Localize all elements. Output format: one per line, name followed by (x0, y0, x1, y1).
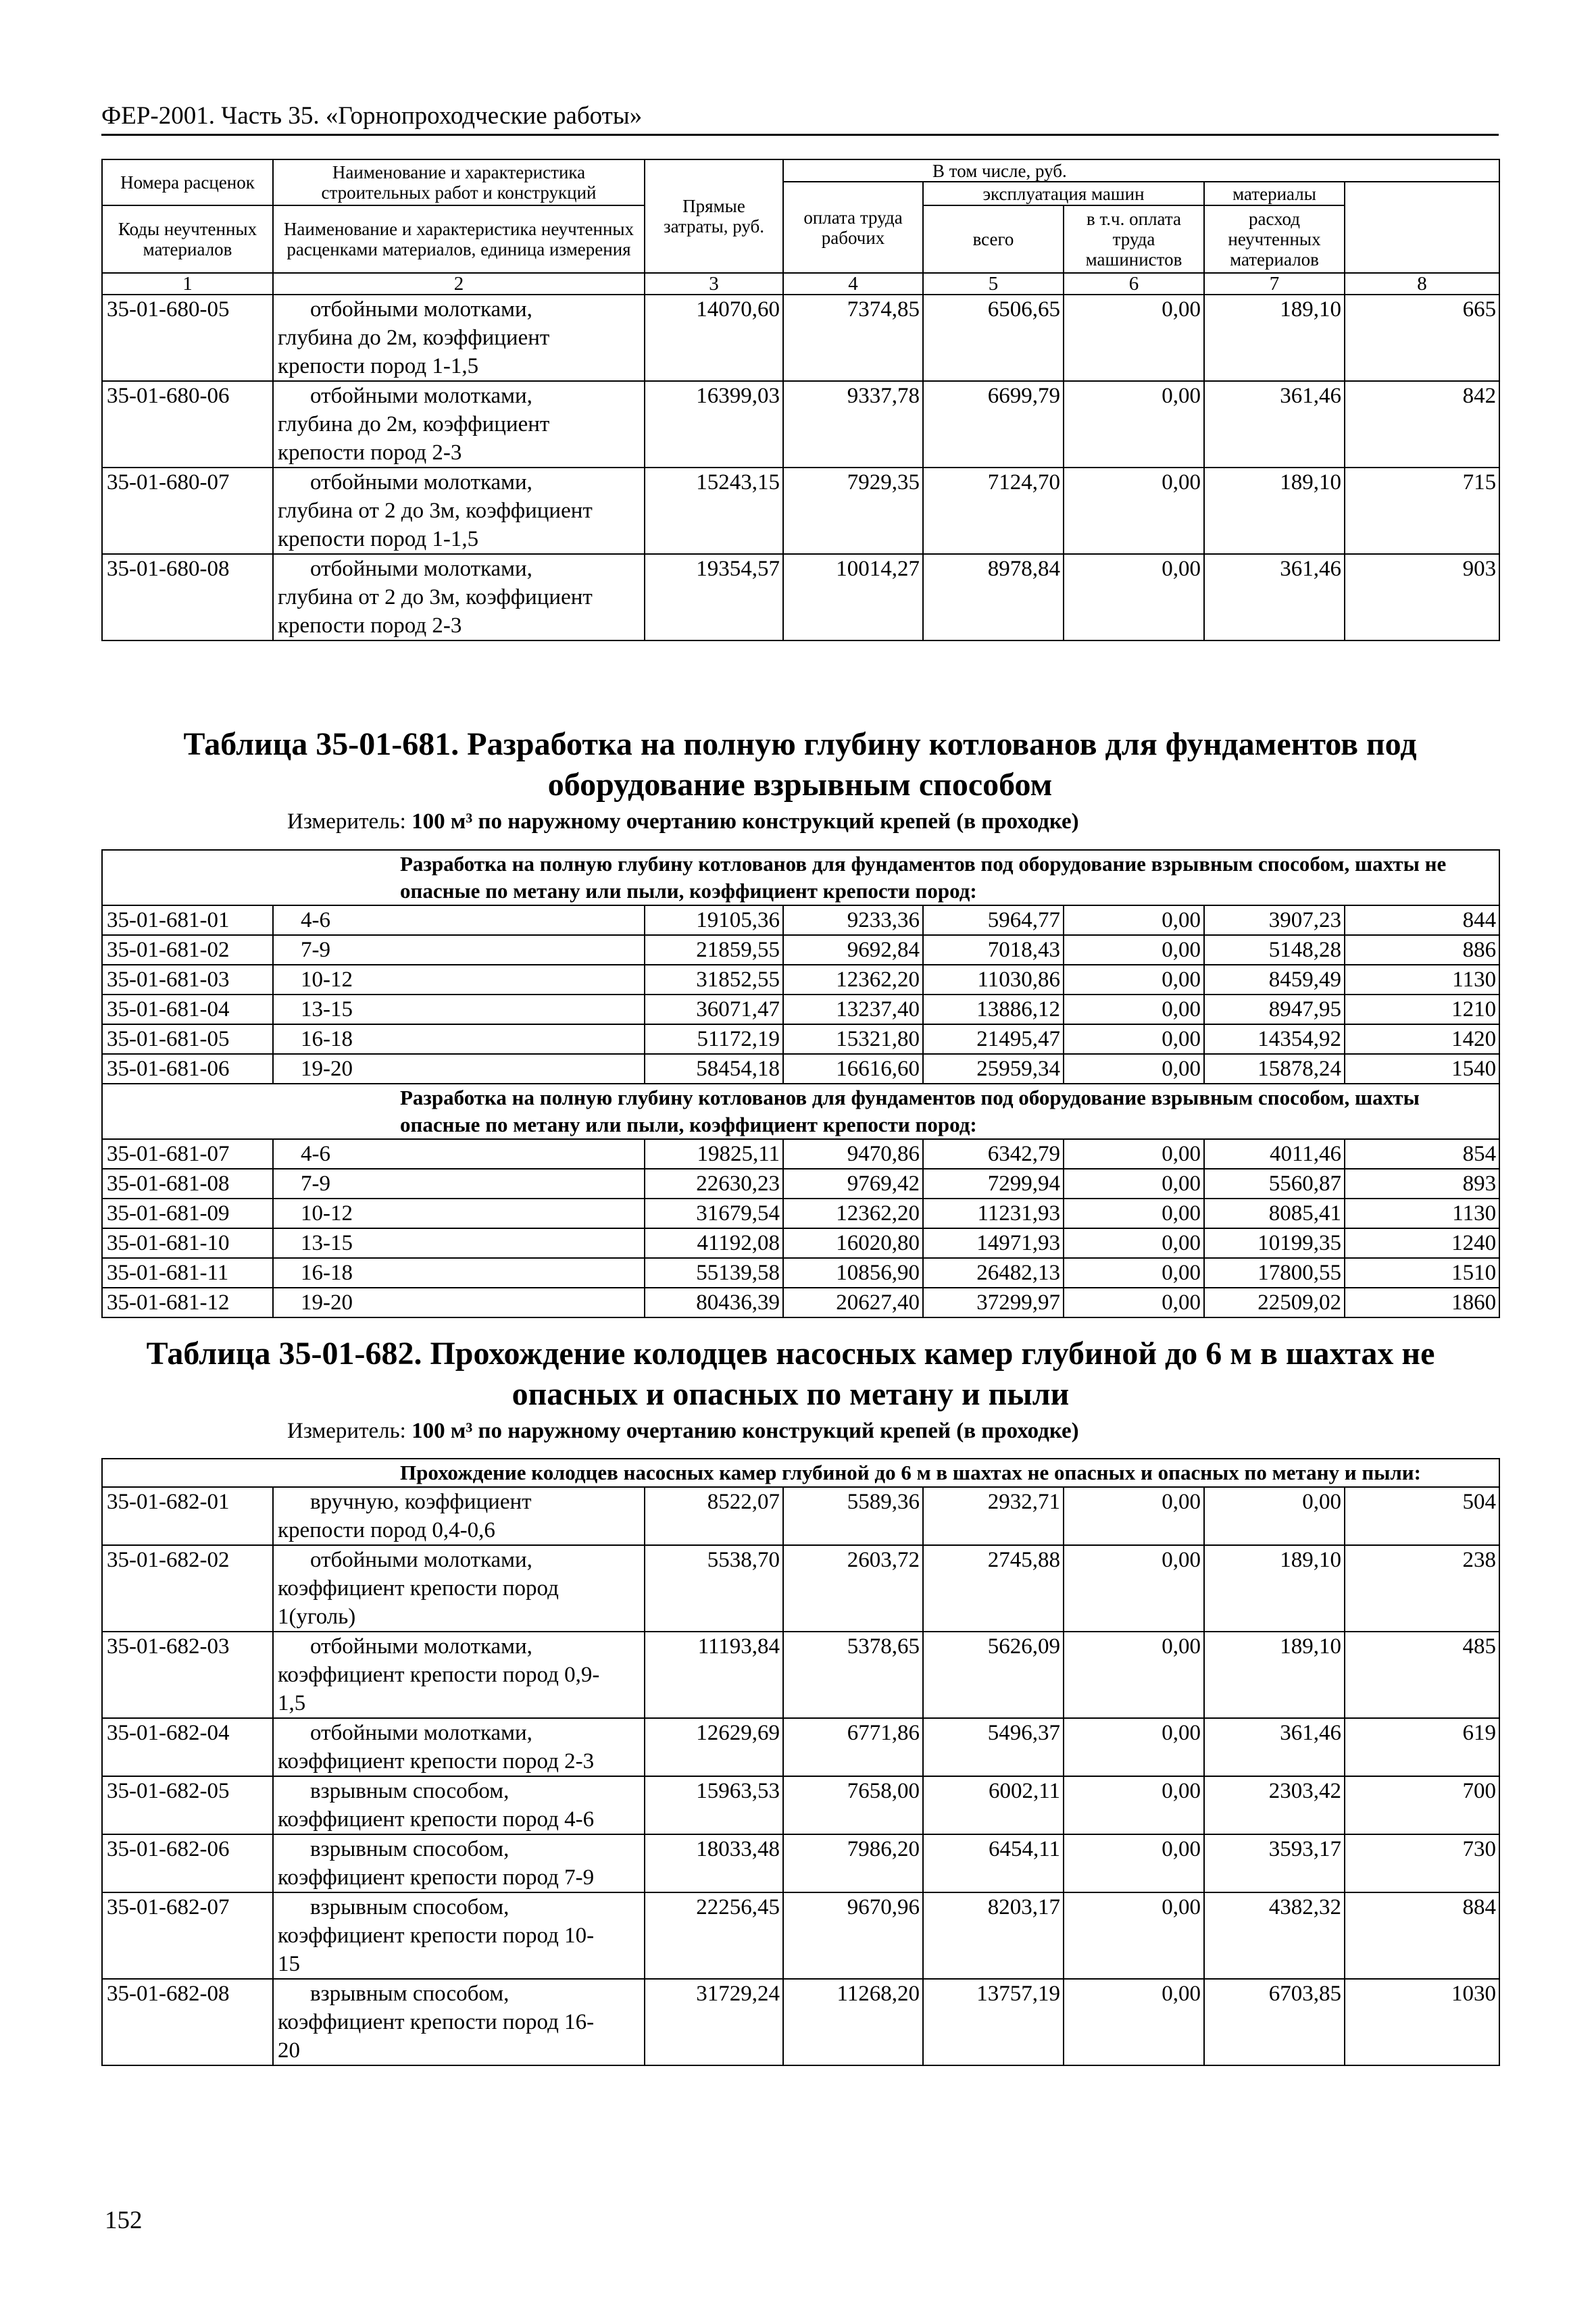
table-row (102, 1545, 1499, 1632)
table-682-title-line1: Таблица 35-01-682. Прохождение колодцев насосных камер глубиной до 6 м в шахтах не (146, 1336, 1435, 1372)
value-cell-5: 11231,93 (923, 1199, 1064, 1228)
value-cell-6: 0,00 (1064, 295, 1204, 381)
description-line: 20 (278, 2038, 300, 2063)
description-line: взрывным способом, (310, 1895, 509, 1919)
value-cell-5: 2745,88 (923, 1545, 1064, 1632)
value-cell-5: 25959,34 (923, 1054, 1064, 1084)
table-680-body (102, 295, 1499, 640)
value-cell-8: 730 (1345, 1834, 1499, 1892)
description-cell: 16-18 (273, 1258, 645, 1288)
description-line: взрывным способом, (310, 1982, 509, 2006)
rate-code: 35-01-682-01 (102, 1487, 273, 1545)
value-cell-5: 8978,84 (923, 554, 1064, 640)
value-cell-8: 238 (1345, 1545, 1499, 1632)
value-cell-7: 4382,32 (1204, 1892, 1345, 1979)
value-cell-4: 7658,00 (783, 1776, 923, 1834)
value-cell-6: 0,00 (1064, 1054, 1204, 1084)
description-line: взрывным способом, (310, 1779, 509, 1803)
value-cell-5: 13886,12 (923, 995, 1064, 1024)
description-cell: 19-20 (273, 1054, 645, 1084)
value-cell-5: 2932,71 (923, 1487, 1064, 1545)
table-row (102, 1979, 1499, 2065)
value-cell-7: 189,10 (1204, 295, 1345, 381)
description-line: коэффициент крепости пород (278, 1576, 559, 1601)
value-cell-6: 0,00 (1064, 1545, 1204, 1632)
description-cell (273, 468, 645, 554)
value-cell-7: 6703,85 (1204, 1979, 1345, 2065)
col-codes-header: Номера расценок (102, 159, 273, 205)
description-cell: 10-12 (273, 1199, 645, 1228)
value-cell-5: 5496,37 (923, 1718, 1064, 1776)
value-cell-6: 0,00 (1064, 1139, 1204, 1169)
value-cell-6: 0,00 (1064, 1979, 1204, 2065)
column-index-row (102, 273, 1499, 295)
description-line: коэффициент крепости пород 0,9- (278, 1663, 600, 1687)
col-direct-header: Прямые затраты, руб. (645, 159, 783, 273)
description-line: отбойными молотками, (310, 297, 532, 322)
value-cell-3: 16399,03 (645, 381, 783, 468)
rate-code: 35-01-682-08 (102, 1979, 273, 2065)
table-681-meter (287, 809, 1079, 834)
value-cell-3: 41192,08 (645, 1228, 783, 1258)
description-cell (273, 1979, 645, 2065)
rate-code: 35-01-681-03 (102, 965, 273, 995)
col-machinists-header: в т.ч. оплата труда машинистов (1064, 205, 1204, 273)
rate-code: 35-01-682-06 (102, 1834, 273, 1892)
description-line: 15 (278, 1952, 300, 1976)
value-cell-3: 19825,11 (645, 1139, 783, 1169)
value-cell-3: 31729,24 (645, 1979, 783, 2065)
value-cell-4: 11268,20 (783, 1979, 923, 2065)
value-cell-4: 16616,60 (783, 1054, 923, 1084)
column-index-2: 2 (273, 273, 645, 295)
description-cell (273, 1718, 645, 1776)
rate-code: 35-01-680-07 (102, 468, 273, 554)
value-cell-5: 37299,97 (923, 1288, 1064, 1317)
description-line: глубина от 2 до 3м, коэффициент (278, 499, 593, 523)
value-cell-8: 1510 (1345, 1258, 1499, 1288)
table-row (102, 1632, 1499, 1718)
value-cell-3: 15963,53 (645, 1776, 783, 1834)
table-row (102, 468, 1499, 554)
table-681 (101, 849, 1500, 1318)
table-row (102, 1834, 1499, 1892)
table-681-title (101, 724, 1499, 805)
value-cell-7: 5148,28 (1204, 935, 1345, 965)
value-cell-8: 619 (1345, 1718, 1499, 1776)
description-cell (273, 1834, 645, 1892)
value-cell-3: 36071,47 (645, 995, 783, 1024)
description-line: коэффициент крепости пород 16- (278, 2010, 595, 2034)
description-line: коэффициент крепости пород 2-3 (278, 1749, 595, 1774)
table-682 (101, 1458, 1500, 2066)
rate-code: 35-01-682-03 (102, 1632, 273, 1718)
value-cell-3: 8522,07 (645, 1487, 783, 1545)
value-cell-5: 6342,79 (923, 1139, 1064, 1169)
value-cell-6: 0,00 (1064, 1487, 1204, 1545)
description-cell (273, 381, 645, 468)
table-row (102, 1228, 1499, 1258)
col-codes-unacc-header: Коды неучтенных материалов (102, 205, 273, 273)
description-line: отбойными молотками, (310, 557, 532, 581)
value-cell-6: 0,00 (1064, 1892, 1204, 1979)
value-cell-3: 58454,18 (645, 1054, 783, 1084)
materials-spacer (1345, 182, 1499, 273)
value-cell-8: 1240 (1345, 1228, 1499, 1258)
rate-code: 35-01-682-04 (102, 1718, 273, 1776)
value-cell-4: 15321,80 (783, 1024, 923, 1054)
column-index-row-tr (102, 273, 1499, 295)
meter-value: 100 м³ по наружному очертанию конструкций крепей (в проходке) (412, 809, 1079, 834)
table-row (102, 935, 1499, 965)
value-cell-7: 189,10 (1204, 1632, 1345, 1718)
col-name-unacc-header: Наименование и характеристика неучтенных расценками материалов, единица измерения (273, 205, 645, 273)
group-row (102, 1084, 1499, 1139)
rate-code: 35-01-681-12 (102, 1288, 273, 1317)
table-680 (101, 159, 1500, 641)
table-681-title-line2: оборудование взрывным способом (547, 767, 1053, 803)
value-cell-6: 0,00 (1064, 1169, 1204, 1199)
value-cell-7: 17800,55 (1204, 1258, 1345, 1288)
description-line: крепости пород 2-3 (278, 441, 462, 465)
value-cell-4: 20627,40 (783, 1288, 923, 1317)
value-cell-6: 0,00 (1064, 1199, 1204, 1228)
value-cell-5: 11030,86 (923, 965, 1064, 995)
value-cell-3: 31852,55 (645, 965, 783, 995)
value-cell-5: 6002,11 (923, 1776, 1064, 1834)
value-cell-4: 9233,36 (783, 905, 923, 935)
rate-code: 35-01-680-05 (102, 295, 273, 381)
value-cell-7: 8947,95 (1204, 995, 1345, 1024)
value-cell-3: 51172,19 (645, 1024, 783, 1054)
value-cell-6: 0,00 (1064, 905, 1204, 935)
description-line: вручную, коэффициент (310, 1490, 532, 1514)
description-line: отбойными молотками, (310, 1721, 532, 1745)
table-row (102, 1288, 1499, 1317)
table-row (102, 995, 1499, 1024)
value-cell-8: 700 (1345, 1776, 1499, 1834)
value-cell-6: 0,00 (1064, 1024, 1204, 1054)
value-cell-8: 485 (1345, 1632, 1499, 1718)
value-cell-3: 80436,39 (645, 1288, 783, 1317)
value-cell-8: 1540 (1345, 1054, 1499, 1084)
group-heading: Разработка на полную глубину котлованов для фундаментов под оборудование взрывным способом, шахты не опасные по метану или пыли, коэффициент крепости пород: (102, 850, 1499, 905)
value-cell-7: 189,10 (1204, 468, 1345, 554)
machines-header: эксплуатация машин (923, 182, 1204, 205)
meter-label: Измеритель: (287, 1419, 412, 1443)
table-row (102, 905, 1499, 935)
value-cell-8: 1030 (1345, 1979, 1499, 2065)
description-cell (273, 1487, 645, 1545)
col-unaccounted-header: расход неучтенных материалов (1204, 205, 1345, 273)
value-cell-5: 6454,11 (923, 1834, 1064, 1892)
incl-header: В том числе, руб. (783, 159, 1499, 182)
value-cell-7: 361,46 (1204, 381, 1345, 468)
header-rule (101, 134, 1499, 136)
value-cell-8: 665 (1345, 295, 1499, 381)
table-row (102, 295, 1499, 381)
value-cell-7: 22509,02 (1204, 1288, 1345, 1317)
value-cell-5: 7124,70 (923, 468, 1064, 554)
description-cell: 7-9 (273, 935, 645, 965)
description-line: коэффициент крепости пород 4-6 (278, 1807, 595, 1832)
value-cell-6: 0,00 (1064, 1228, 1204, 1258)
value-cell-7: 361,46 (1204, 1718, 1345, 1776)
column-index-6: 6 (1064, 273, 1204, 295)
rate-code: 35-01-681-04 (102, 995, 273, 1024)
description-line: крепости пород 1-1,5 (278, 527, 479, 551)
table-row (102, 965, 1499, 995)
value-cell-3: 19105,36 (645, 905, 783, 935)
description-cell (273, 1892, 645, 1979)
value-cell-3: 19354,57 (645, 554, 783, 640)
description-line: отбойными молотками, (310, 384, 532, 408)
value-cell-3: 14070,60 (645, 295, 783, 381)
group-heading: Прохождение колодцев насосных камер глубиной до 6 м в шахтах не опасных и опасных по метану и пыли: (102, 1459, 1499, 1487)
value-cell-8: 1130 (1345, 1199, 1499, 1228)
value-cell-4: 16020,80 (783, 1228, 923, 1258)
rate-code: 35-01-681-10 (102, 1228, 273, 1258)
value-cell-7: 14354,92 (1204, 1024, 1345, 1054)
group-heading: Разработка на полную глубину котлованов для фундаментов под оборудование взрывным способом, шахты опасные по метану или пыли, коэффициент крепости пород: (102, 1084, 1499, 1139)
value-cell-7: 4011,46 (1204, 1139, 1345, 1169)
rate-code: 35-01-680-08 (102, 554, 273, 640)
value-cell-7: 361,46 (1204, 554, 1345, 640)
value-cell-5: 6699,79 (923, 381, 1064, 468)
description-cell: 7-9 (273, 1169, 645, 1199)
value-cell-8: 884 (1345, 1892, 1499, 1979)
rate-code: 35-01-681-05 (102, 1024, 273, 1054)
value-cell-8: 903 (1345, 554, 1499, 640)
description-cell (273, 1632, 645, 1718)
value-cell-8: 854 (1345, 1139, 1499, 1169)
rate-code: 35-01-681-07 (102, 1139, 273, 1169)
table-row (102, 1487, 1499, 1545)
description-line: глубина до 2м, коэффициент (278, 412, 550, 436)
rate-code: 35-01-680-06 (102, 381, 273, 468)
value-cell-6: 0,00 (1064, 1776, 1204, 1834)
value-cell-5: 5626,09 (923, 1632, 1064, 1718)
value-cell-7: 3593,17 (1204, 1834, 1345, 1892)
rate-code: 35-01-681-02 (102, 935, 273, 965)
value-cell-6: 0,00 (1064, 1718, 1204, 1776)
value-cell-5: 5964,77 (923, 905, 1064, 935)
description-cell: 10-12 (273, 965, 645, 995)
value-cell-4: 9692,84 (783, 935, 923, 965)
value-cell-4: 6771,86 (783, 1718, 923, 1776)
value-cell-4: 2603,72 (783, 1545, 923, 1632)
column-index-5: 5 (923, 273, 1064, 295)
description-line: крепости пород 2-3 (278, 613, 462, 638)
value-cell-3: 15243,15 (645, 468, 783, 554)
description-cell (273, 554, 645, 640)
value-cell-5: 7018,43 (923, 935, 1064, 965)
group-row (102, 850, 1499, 905)
description-cell (273, 1545, 645, 1632)
value-cell-4: 7986,20 (783, 1834, 923, 1892)
description-line: крепости пород 0,4-0,6 (278, 1518, 495, 1542)
value-cell-3: 22630,23 (645, 1169, 783, 1199)
value-cell-4: 10014,27 (783, 554, 923, 640)
rate-code: 35-01-682-02 (102, 1545, 273, 1632)
value-cell-8: 1130 (1345, 965, 1499, 995)
value-cell-6: 0,00 (1064, 468, 1204, 554)
value-cell-4: 7929,35 (783, 468, 923, 554)
value-cell-8: 1210 (1345, 995, 1499, 1024)
column-index-7: 7 (1204, 273, 1345, 295)
value-cell-8: 842 (1345, 381, 1499, 468)
value-cell-8: 1860 (1345, 1288, 1499, 1317)
value-cell-5: 6506,65 (923, 295, 1064, 381)
materials-header: материалы (1204, 182, 1345, 205)
value-cell-5: 13757,19 (923, 1979, 1064, 2065)
rate-code: 35-01-682-07 (102, 1892, 273, 1979)
rate-code: 35-01-682-05 (102, 1776, 273, 1834)
value-cell-4: 9337,78 (783, 381, 923, 468)
value-cell-4: 5589,36 (783, 1487, 923, 1545)
col-labor-pay-header: оплата труда рабочих (783, 182, 923, 273)
table-row (102, 1892, 1499, 1979)
table-row (102, 1258, 1499, 1288)
value-cell-6: 0,00 (1064, 965, 1204, 995)
running-header: ФЕР-2001. Часть 35. «Горнопроходческие работы» (101, 102, 643, 130)
table-682-body (102, 1459, 1499, 2065)
description-line: 1(уголь) (278, 1605, 356, 1629)
table-row (102, 1776, 1499, 1834)
value-cell-6: 0,00 (1064, 1834, 1204, 1892)
value-cell-7: 8459,49 (1204, 965, 1345, 995)
value-cell-4: 10856,90 (783, 1258, 923, 1288)
table-682-title (115, 1334, 1466, 1415)
value-cell-4: 9470,86 (783, 1139, 923, 1169)
value-cell-5: 14971,93 (923, 1228, 1064, 1258)
value-cell-3: 22256,45 (645, 1892, 783, 1979)
value-cell-6: 0,00 (1064, 381, 1204, 468)
value-cell-3: 12629,69 (645, 1718, 783, 1776)
value-cell-6: 0,00 (1064, 995, 1204, 1024)
rate-code: 35-01-681-11 (102, 1258, 273, 1288)
value-cell-4: 9670,96 (783, 1892, 923, 1979)
description-line: глубина от 2 до 3м, коэффициент (278, 585, 593, 609)
value-cell-8: 893 (1345, 1169, 1499, 1199)
value-cell-3: 55139,58 (645, 1258, 783, 1288)
meter-value: 100 м³ по наружному очертанию конструкций крепей (в проходке) (412, 1419, 1079, 1443)
value-cell-5: 21495,47 (923, 1024, 1064, 1054)
value-cell-5: 7299,94 (923, 1169, 1064, 1199)
rate-code: 35-01-681-09 (102, 1199, 273, 1228)
value-cell-8: 844 (1345, 905, 1499, 935)
value-cell-8: 715 (1345, 468, 1499, 554)
value-cell-4: 7374,85 (783, 295, 923, 381)
value-cell-4: 9769,42 (783, 1169, 923, 1199)
description-cell: 13-15 (273, 995, 645, 1024)
description-line: взрывным способом, (310, 1837, 509, 1861)
value-cell-5: 8203,17 (923, 1892, 1064, 1979)
value-cell-7: 3907,23 (1204, 905, 1345, 935)
value-cell-7: 10199,35 (1204, 1228, 1345, 1258)
rate-code: 35-01-681-08 (102, 1169, 273, 1199)
description-line: крепости пород 1-1,5 (278, 354, 479, 378)
value-cell-8: 504 (1345, 1487, 1499, 1545)
value-cell-8: 1420 (1345, 1024, 1499, 1054)
column-index-1: 1 (102, 273, 273, 295)
table-row (102, 1199, 1499, 1228)
col-name-header: Наименование и характеристика строительных работ и конструкций (273, 159, 645, 205)
value-cell-6: 0,00 (1064, 1258, 1204, 1288)
value-cell-6: 0,00 (1064, 554, 1204, 640)
table-row (102, 1024, 1499, 1054)
table-row (102, 1718, 1499, 1776)
table-row (102, 381, 1499, 468)
table-681-title-line1: Таблица 35-01-681. Разработка на полную глубину котлованов для фундаментов под (183, 726, 1417, 762)
value-cell-6: 0,00 (1064, 1288, 1204, 1317)
value-cell-7: 189,10 (1204, 1545, 1345, 1632)
value-cell-7: 8085,41 (1204, 1199, 1345, 1228)
rate-code: 35-01-681-01 (102, 905, 273, 935)
description-line: отбойными молотками, (310, 1634, 532, 1659)
table-row (102, 554, 1499, 640)
description-cell: 13-15 (273, 1228, 645, 1258)
table-row (102, 1139, 1499, 1169)
value-cell-4: 5378,65 (783, 1632, 923, 1718)
page-number: 152 (105, 2207, 143, 2234)
value-cell-8: 886 (1345, 935, 1499, 965)
description-cell (273, 295, 645, 381)
value-cell-6: 0,00 (1064, 935, 1204, 965)
description-cell: 19-20 (273, 1288, 645, 1317)
description-cell: 4-6 (273, 905, 645, 935)
column-index-4: 4 (783, 273, 923, 295)
description-line: отбойными молотками, (310, 1548, 532, 1572)
description-line: коэффициент крепости пород 10- (278, 1923, 595, 1948)
table-row (102, 1169, 1499, 1199)
table-682-meter (287, 1419, 1079, 1444)
description-line: 1,5 (278, 1691, 306, 1715)
description-cell (273, 1776, 645, 1834)
description-line: коэффициент крепости пород 7-9 (278, 1865, 595, 1890)
column-index-8: 8 (1345, 273, 1499, 295)
value-cell-4: 13237,40 (783, 995, 923, 1024)
description-cell: 16-18 (273, 1024, 645, 1054)
table-681-body (102, 850, 1499, 1317)
value-cell-7: 2303,42 (1204, 1776, 1345, 1834)
value-cell-3: 18033,48 (645, 1834, 783, 1892)
column-index-3: 3 (645, 273, 783, 295)
description-line: отбойными молотками, (310, 470, 532, 495)
value-cell-6: 0,00 (1064, 1632, 1204, 1718)
table-682-title-line2: опасных и опасных по метану и пыли (512, 1376, 1070, 1412)
value-cell-3: 21859,55 (645, 935, 783, 965)
description-cell: 4-6 (273, 1139, 645, 1169)
table-row (102, 1054, 1499, 1084)
value-cell-7: 0,00 (1204, 1487, 1345, 1545)
value-cell-7: 15878,24 (1204, 1054, 1345, 1084)
value-cell-7: 5560,87 (1204, 1169, 1345, 1199)
description-line: глубина до 2м, коэффициент (278, 326, 550, 350)
rate-code: 35-01-681-06 (102, 1054, 273, 1084)
col-total-header: всего (923, 205, 1064, 273)
value-cell-4: 12362,20 (783, 965, 923, 995)
value-cell-3: 11193,84 (645, 1632, 783, 1718)
meter-label: Измеритель: (287, 809, 412, 834)
value-cell-5: 26482,13 (923, 1258, 1064, 1288)
group-row (102, 1459, 1499, 1487)
value-cell-4: 12362,20 (783, 1199, 923, 1228)
value-cell-3: 31679,54 (645, 1199, 783, 1228)
value-cell-3: 5538,70 (645, 1545, 783, 1632)
